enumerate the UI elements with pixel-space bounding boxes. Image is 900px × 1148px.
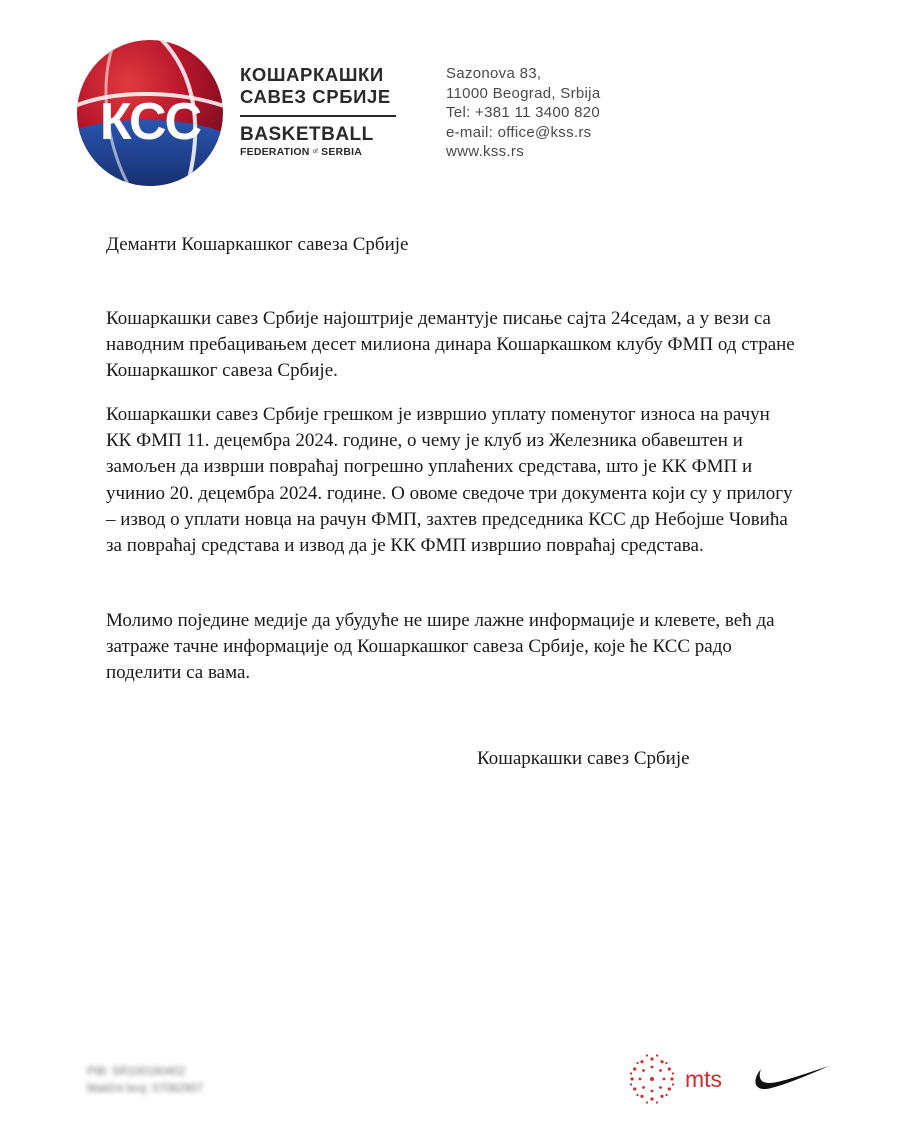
paragraph-2: Кошаркашки савез Србије грешком је извршио уплату поменутог износа на рачун КК ФМП 11. децембра 2024. године, о чему је клуб из Железника обавештен и замољен да изврши повраћај погрешно уплаћених средстава, што је КК ФМП и учинио 20. децембра 2024. године. О овоме сведоче три документа који су у прилогу – извод о уплати новца на рачун ФМП, захтев председника КСС др Небојше Човића за повраћај средстава и извод да је КК ФМП извршио повраћај средстава. (106, 404, 793, 557)
contact-block (446, 64, 600, 162)
signature: Кошаркашки савез Србије (477, 748, 690, 769)
contact-city: 11000 Beograd, Srbija (446, 84, 601, 102)
org-sub-b: SERBIA (321, 146, 363, 158)
org-name-en: BASKETBALL (240, 124, 374, 145)
nike-swoosh-icon (752, 1060, 830, 1094)
contact-email[interactable]: e-mail: office@kss.rs (446, 123, 592, 141)
paragraph-1: Кошаркашки савез Србије најоштрије демантује писање сајта 24седам, а у вези са наводним пребацивањем десет милиона динара Кошаркашком клубу ФМП од стране Кошаркашког савеза Србије. (106, 308, 795, 382)
letter-title: Деманти Кошаркашког савеза Србије (106, 234, 409, 255)
org-sub-of: of (312, 149, 319, 155)
org-sub-a: FEDERATION (240, 146, 310, 158)
footer-company-ids (87, 1064, 203, 1098)
org-name-en-sub (240, 145, 400, 159)
contact-address: Sazonova 83, (446, 65, 542, 82)
logo-text: КСС (99, 93, 201, 151)
org-name-line1: КОШАРКАШКИ (240, 64, 384, 85)
mts-text: mts (685, 1066, 723, 1092)
org-name-line2: САВЕЗ СРБИЈЕ (240, 86, 391, 107)
kss-logo-icon (75, 38, 225, 188)
org-name-block (240, 64, 400, 159)
footer-registration: Matični broj: 07062907 (87, 1083, 204, 1095)
contact-website[interactable]: www.kss.rs (446, 143, 524, 161)
contact-phone: Tel: +381 11 3400 820 (446, 104, 601, 122)
mts-logo-icon (626, 1052, 736, 1106)
paragraph-3: Молимо поједине медије да убудуће не шире лажне информације и клевете, већ да затраже тачне информације од Кошаркашког савеза Србије, које ће КСС радо поделити са вама. (106, 610, 775, 684)
org-divider (240, 115, 396, 117)
footer-pib: PIB: SR100160402 (87, 1066, 186, 1078)
